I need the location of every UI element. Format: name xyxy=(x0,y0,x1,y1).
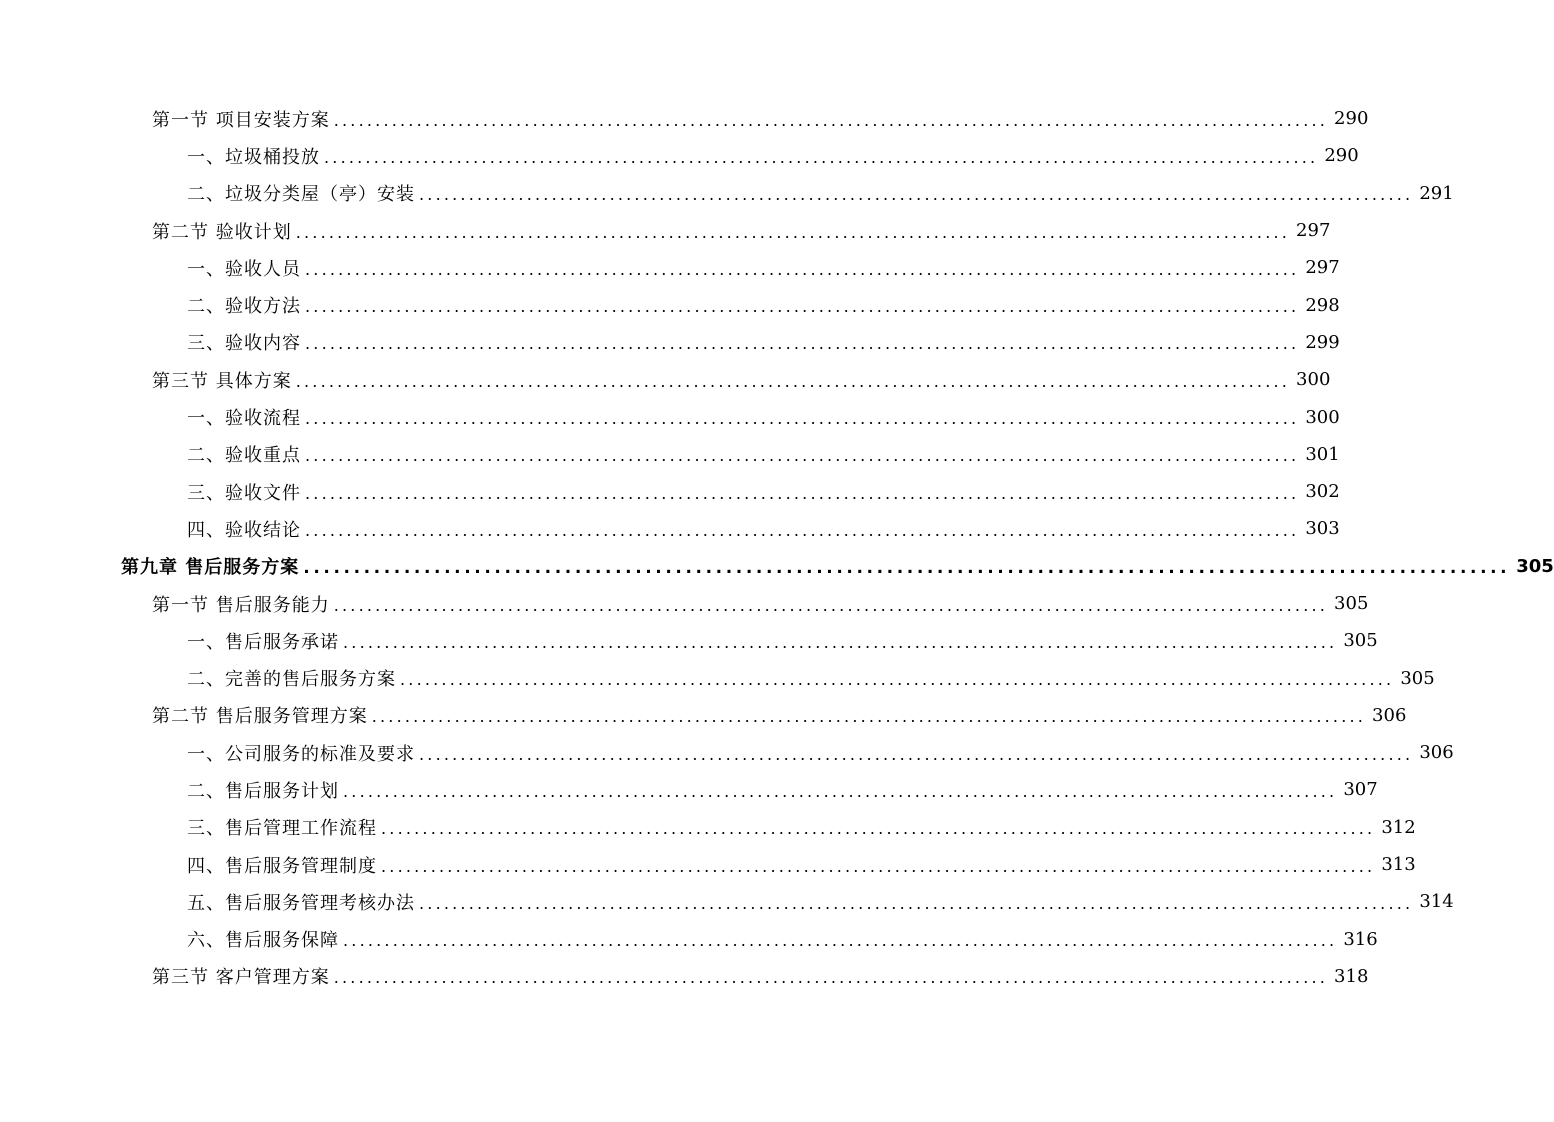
toc-entry-title: 二、验收重点 xyxy=(187,445,301,467)
toc-subsection-entry[interactable] xyxy=(0,734,1454,771)
toc-page-number: 290 xyxy=(1334,108,1369,130)
toc-entry-title: 一、垃圾桶投放 xyxy=(187,146,320,168)
toc-page-number: 316 xyxy=(1343,928,1378,950)
toc-entry-title: 第三节 具体方案 xyxy=(152,370,292,392)
toc-page-number: 305 xyxy=(1516,555,1554,577)
toc-page-number: 307 xyxy=(1343,779,1378,801)
toc-page-number: 297 xyxy=(1296,220,1331,242)
toc-dot-leader: ........................................................................................................................ xyxy=(343,632,1338,652)
toc-page-number: 300 xyxy=(1305,406,1340,428)
toc-subsection-entry[interactable] xyxy=(0,659,1435,696)
toc-section-entry[interactable] xyxy=(0,585,1369,622)
toc-page-number: 305 xyxy=(1343,630,1378,652)
toc-dot-leader: ........................................................................................................................ xyxy=(400,670,1395,690)
toc-entry-title: 四、售后服务管理制度 xyxy=(187,855,377,877)
toc-page-number: 290 xyxy=(1324,145,1359,167)
toc-dot-leader: ........................................................................................................................ xyxy=(333,110,1329,130)
toc-entry-title: 第三节 客户管理方案 xyxy=(152,967,330,989)
toc-page-number: 318 xyxy=(1334,965,1369,987)
toc-dot-leader: ........................................................................................................................ xyxy=(419,744,1414,764)
toc-dot-leader: ........................................................................................................................ xyxy=(303,557,1511,578)
toc-dot-leader: ........................................................................................................................ xyxy=(371,707,1367,727)
toc-dot-leader: ........................................................................................................................ xyxy=(305,334,1300,354)
toc-entry-title: 二、垃圾分类屋（亭）安装 xyxy=(187,184,415,206)
toc-page-number: 314 xyxy=(1419,891,1454,913)
toc-subsection-entry[interactable] xyxy=(0,324,1340,361)
toc-entry-title: 五、售后服务管理考核办法 xyxy=(187,892,415,914)
toc-entry-title: 二、验收方法 xyxy=(187,296,301,318)
toc-section-entry[interactable] xyxy=(0,958,1369,995)
toc-dot-leader: ........................................................................................................................ xyxy=(343,931,1338,951)
toc-subsection-entry[interactable] xyxy=(0,398,1340,435)
toc-dot-leader: ........................................................................................................................ xyxy=(419,185,1414,205)
toc-subsection-entry[interactable] xyxy=(0,249,1340,286)
toc-dot-leader: ........................................................................................................................ xyxy=(295,371,1291,391)
toc-page-number: 306 xyxy=(1372,704,1407,726)
toc-dot-leader: ........................................................................................................................ xyxy=(295,222,1291,242)
table-of-contents xyxy=(0,100,1554,995)
toc-entry-title: 第一节 项目安装方案 xyxy=(152,109,330,131)
toc-dot-leader: ........................................................................................................................ xyxy=(333,968,1329,988)
toc-dot-leader: ........................................................................................................................ xyxy=(419,893,1414,913)
toc-entry-title: 一、售后服务承诺 xyxy=(187,631,339,653)
toc-dot-leader: ........................................................................................................................ xyxy=(333,595,1329,615)
toc-page-number: 305 xyxy=(1334,593,1369,614)
toc-dot-leader: ........................................................................................................................ xyxy=(305,409,1300,429)
toc-section-entry[interactable] xyxy=(0,100,1369,137)
toc-section-entry[interactable] xyxy=(0,361,1331,398)
toc-subsection-entry[interactable] xyxy=(0,846,1416,883)
toc-subsection-entry[interactable] xyxy=(0,175,1454,212)
toc-entry-title: 三、售后管理工作流程 xyxy=(187,818,377,840)
toc-dot-leader: ........................................................................................................................ xyxy=(343,781,1338,801)
toc-page-number: 300 xyxy=(1296,369,1331,391)
toc-section-entry[interactable] xyxy=(0,697,1407,734)
toc-dot-leader: ........................................................................................................................ xyxy=(381,819,1376,839)
toc-chapter-entry[interactable] xyxy=(0,548,1554,585)
toc-dot-leader: ........................................................................................................................ xyxy=(305,446,1300,466)
toc-page-number: 291 xyxy=(1419,182,1454,204)
toc-entry-title: 三、验收内容 xyxy=(187,333,301,355)
toc-subsection-entry[interactable] xyxy=(0,510,1340,547)
toc-page-number: 313 xyxy=(1381,854,1416,876)
toc-entry-title: 四、验收结论 xyxy=(187,519,301,541)
toc-dot-leader: ........................................................................................................................ xyxy=(381,856,1376,876)
toc-page-number: 298 xyxy=(1305,294,1340,316)
toc-entry-title: 六、售后服务保障 xyxy=(187,930,339,952)
toc-dot-leader: ........................................................................................................................ xyxy=(305,259,1300,279)
toc-page-number: 302 xyxy=(1305,481,1340,503)
toc-subsection-entry[interactable] xyxy=(0,473,1340,510)
toc-entry-title: 第一节 售后服务能力 xyxy=(152,594,330,616)
toc-page-number: 297 xyxy=(1305,257,1340,279)
toc-subsection-entry[interactable] xyxy=(0,883,1454,920)
toc-entry-title: 一、验收流程 xyxy=(187,408,301,430)
toc-subsection-entry[interactable] xyxy=(0,137,1359,174)
toc-entry-title: 一、公司服务的标准及要求 xyxy=(187,743,415,765)
toc-dot-leader: ........................................................................................................................ xyxy=(305,297,1300,317)
toc-page-number: 303 xyxy=(1305,518,1340,540)
toc-dot-leader: ........................................................................................................................ xyxy=(305,520,1300,540)
toc-page-number: 299 xyxy=(1305,331,1340,353)
toc-entry-title: 一、验收人员 xyxy=(187,258,301,280)
toc-subsection-entry[interactable] xyxy=(0,771,1378,808)
toc-page-number: 301 xyxy=(1305,443,1340,465)
toc-subsection-entry[interactable] xyxy=(0,921,1378,958)
toc-dot-leader: ........................................................................................................................ xyxy=(305,483,1300,503)
toc-page-number: 306 xyxy=(1419,742,1454,764)
toc-subsection-entry[interactable] xyxy=(0,622,1378,659)
toc-entry-title: 第二节 验收计划 xyxy=(152,221,292,243)
toc-entry-title: 第九章 售后服务方案 xyxy=(121,557,300,579)
toc-entry-title: 三、验收文件 xyxy=(187,482,301,504)
toc-entry-title: 二、售后服务计划 xyxy=(187,780,339,802)
toc-entry-title: 二、完善的售后服务方案 xyxy=(187,669,396,691)
toc-dot-leader: ........................................................................................................................ xyxy=(324,147,1319,167)
toc-page-number: 312 xyxy=(1381,816,1416,838)
toc-subsection-entry[interactable] xyxy=(0,286,1340,323)
toc-subsection-entry[interactable] xyxy=(0,809,1416,846)
toc-subsection-entry[interactable] xyxy=(0,436,1340,473)
toc-page-number: 305 xyxy=(1400,667,1435,689)
toc-entry-title: 第二节 售后服务管理方案 xyxy=(152,706,368,728)
toc-section-entry[interactable] xyxy=(0,212,1331,249)
